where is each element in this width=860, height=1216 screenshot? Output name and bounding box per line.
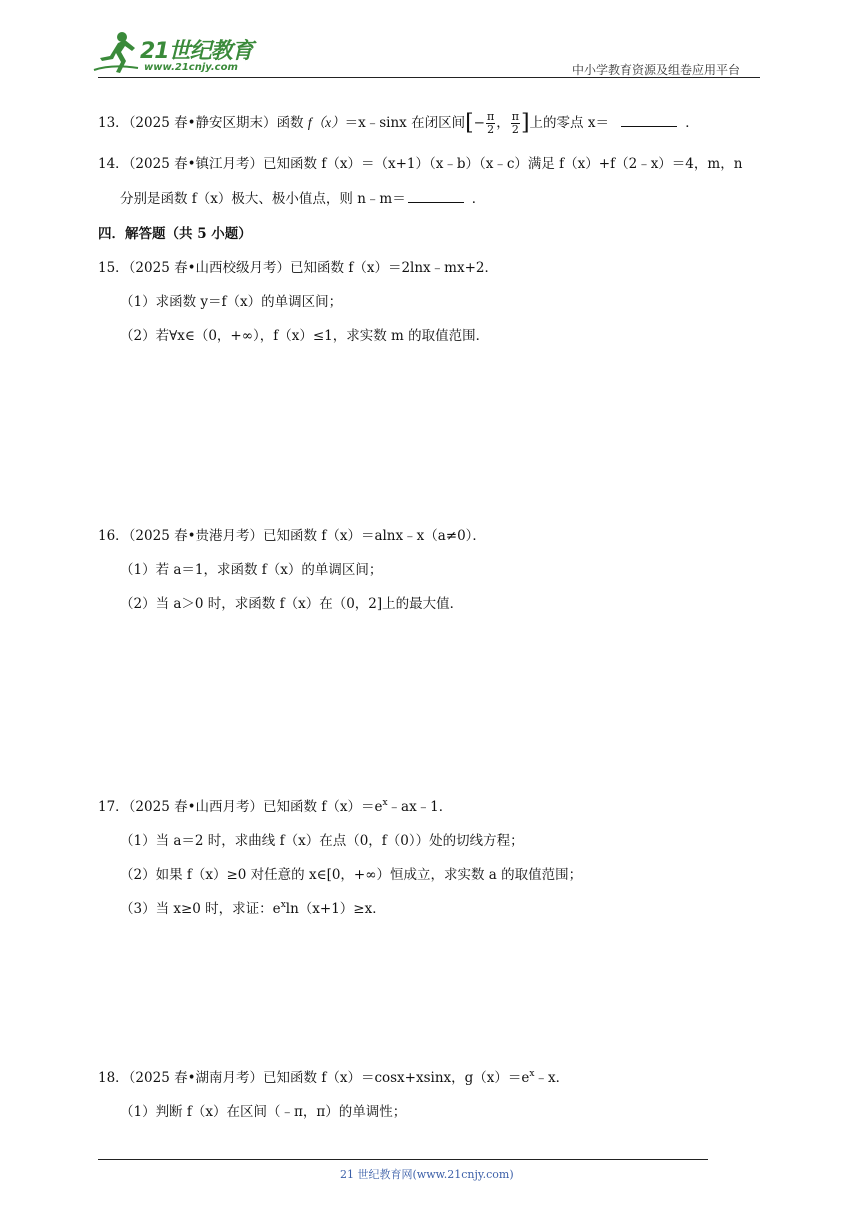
question-15-stem: 15．（2025 春•山西校级月考）已知函数 f（x）＝2lnx﹣mx+2． — [98, 260, 498, 276]
question-16-part2: （2）当 a＞0 时，求函数 f（x）在（0，2]上的最大值． — [120, 596, 464, 612]
runner-logo-icon — [92, 30, 142, 76]
question-13: 13．（2025 春•静安区期末）函数 f（x）＝x﹣sinx 在闭区间[− $\frac{\pi}{2}$ ， $\frac{\pi}{2}$ ]上的零点 x＝ ． — [98, 110, 699, 136]
question-17-part2: （2）如果 f（x）≥0 对任意的 x∈[0，+∞）恒成立，求实数 a 的取值范围； — [120, 867, 583, 883]
header-rule — [98, 77, 760, 78]
question-15-part1: （1）求函数 y＝f（x）的单调区间； — [120, 294, 343, 310]
answer-blank[interactable] — [621, 126, 677, 127]
fraction-pi-over-2: $\frac{\pi}{2}$ — [511, 110, 519, 136]
fraction-pi-over-2: $\frac{\pi}{2}$ — [486, 110, 495, 136]
question-14-line2: 分别是函数 f（x）极大、极小值点，则 n﹣m＝ ． — [120, 191, 486, 207]
question-17-part3: （3）当 x≥0 时，求证：$e^x\ln(x+1)\ge x$． — [120, 900, 386, 917]
logo-url: www.21cnjy.com — [144, 62, 238, 73]
footer-rule — [98, 1159, 708, 1160]
logo-text: 21世纪教育 — [140, 39, 253, 64]
section-title: 四．解答题（共 5 小题） — [98, 226, 252, 242]
header-logo — [92, 30, 262, 78]
q13-number: 13． — [98, 115, 129, 131]
question-18-part1: （1）判断 f（x）在区间（﹣π，π）的单调性； — [120, 1104, 407, 1120]
question-17-part1: （1）当 a＝2 时，求曲线 f（x）在点（0，f（0））处的切线方程； — [120, 833, 524, 849]
q14-number: 14． — [98, 156, 129, 172]
question-16-stem: 16．（2025 春•贵港月考）已知函数 f（x）＝alnx﹣x（a≠0）． — [98, 528, 486, 544]
header-right-title: 中小学教育资源及组卷应用平台 — [572, 63, 741, 77]
question-14-line1: 14．（2025 春•镇江月考）已知函数 f（x）＝（x+1）（x﹣b）（x﹣c）满足 f（x）+f（2﹣x）＝4，m，n — [98, 156, 743, 172]
question-17-stem: 17．（2025 春•山西月考）已知函数 $f(x)=e^x﹣ax﹣1$． — [98, 798, 453, 815]
question-15-part2: （2）若∀x∈（0，+∞），f（x）≤1，求实数 m 的取值范围． — [120, 328, 490, 344]
question-16-part1: （1）若 a＝1，求函数 f（x）的单调区间； — [120, 562, 383, 578]
q13-source: （2025 春•静安区期末） — [128, 115, 277, 131]
answer-blank[interactable] — [408, 202, 464, 203]
question-18-stem: 18．（2025 春•湖南月考）已知函数 f（x）＝cosx+xsinx，$g(x)=e^x﹣x$． — [98, 1069, 570, 1086]
footer-text[interactable]: 21 世纪教育网(www.21cnjy.com) — [340, 1168, 514, 1181]
